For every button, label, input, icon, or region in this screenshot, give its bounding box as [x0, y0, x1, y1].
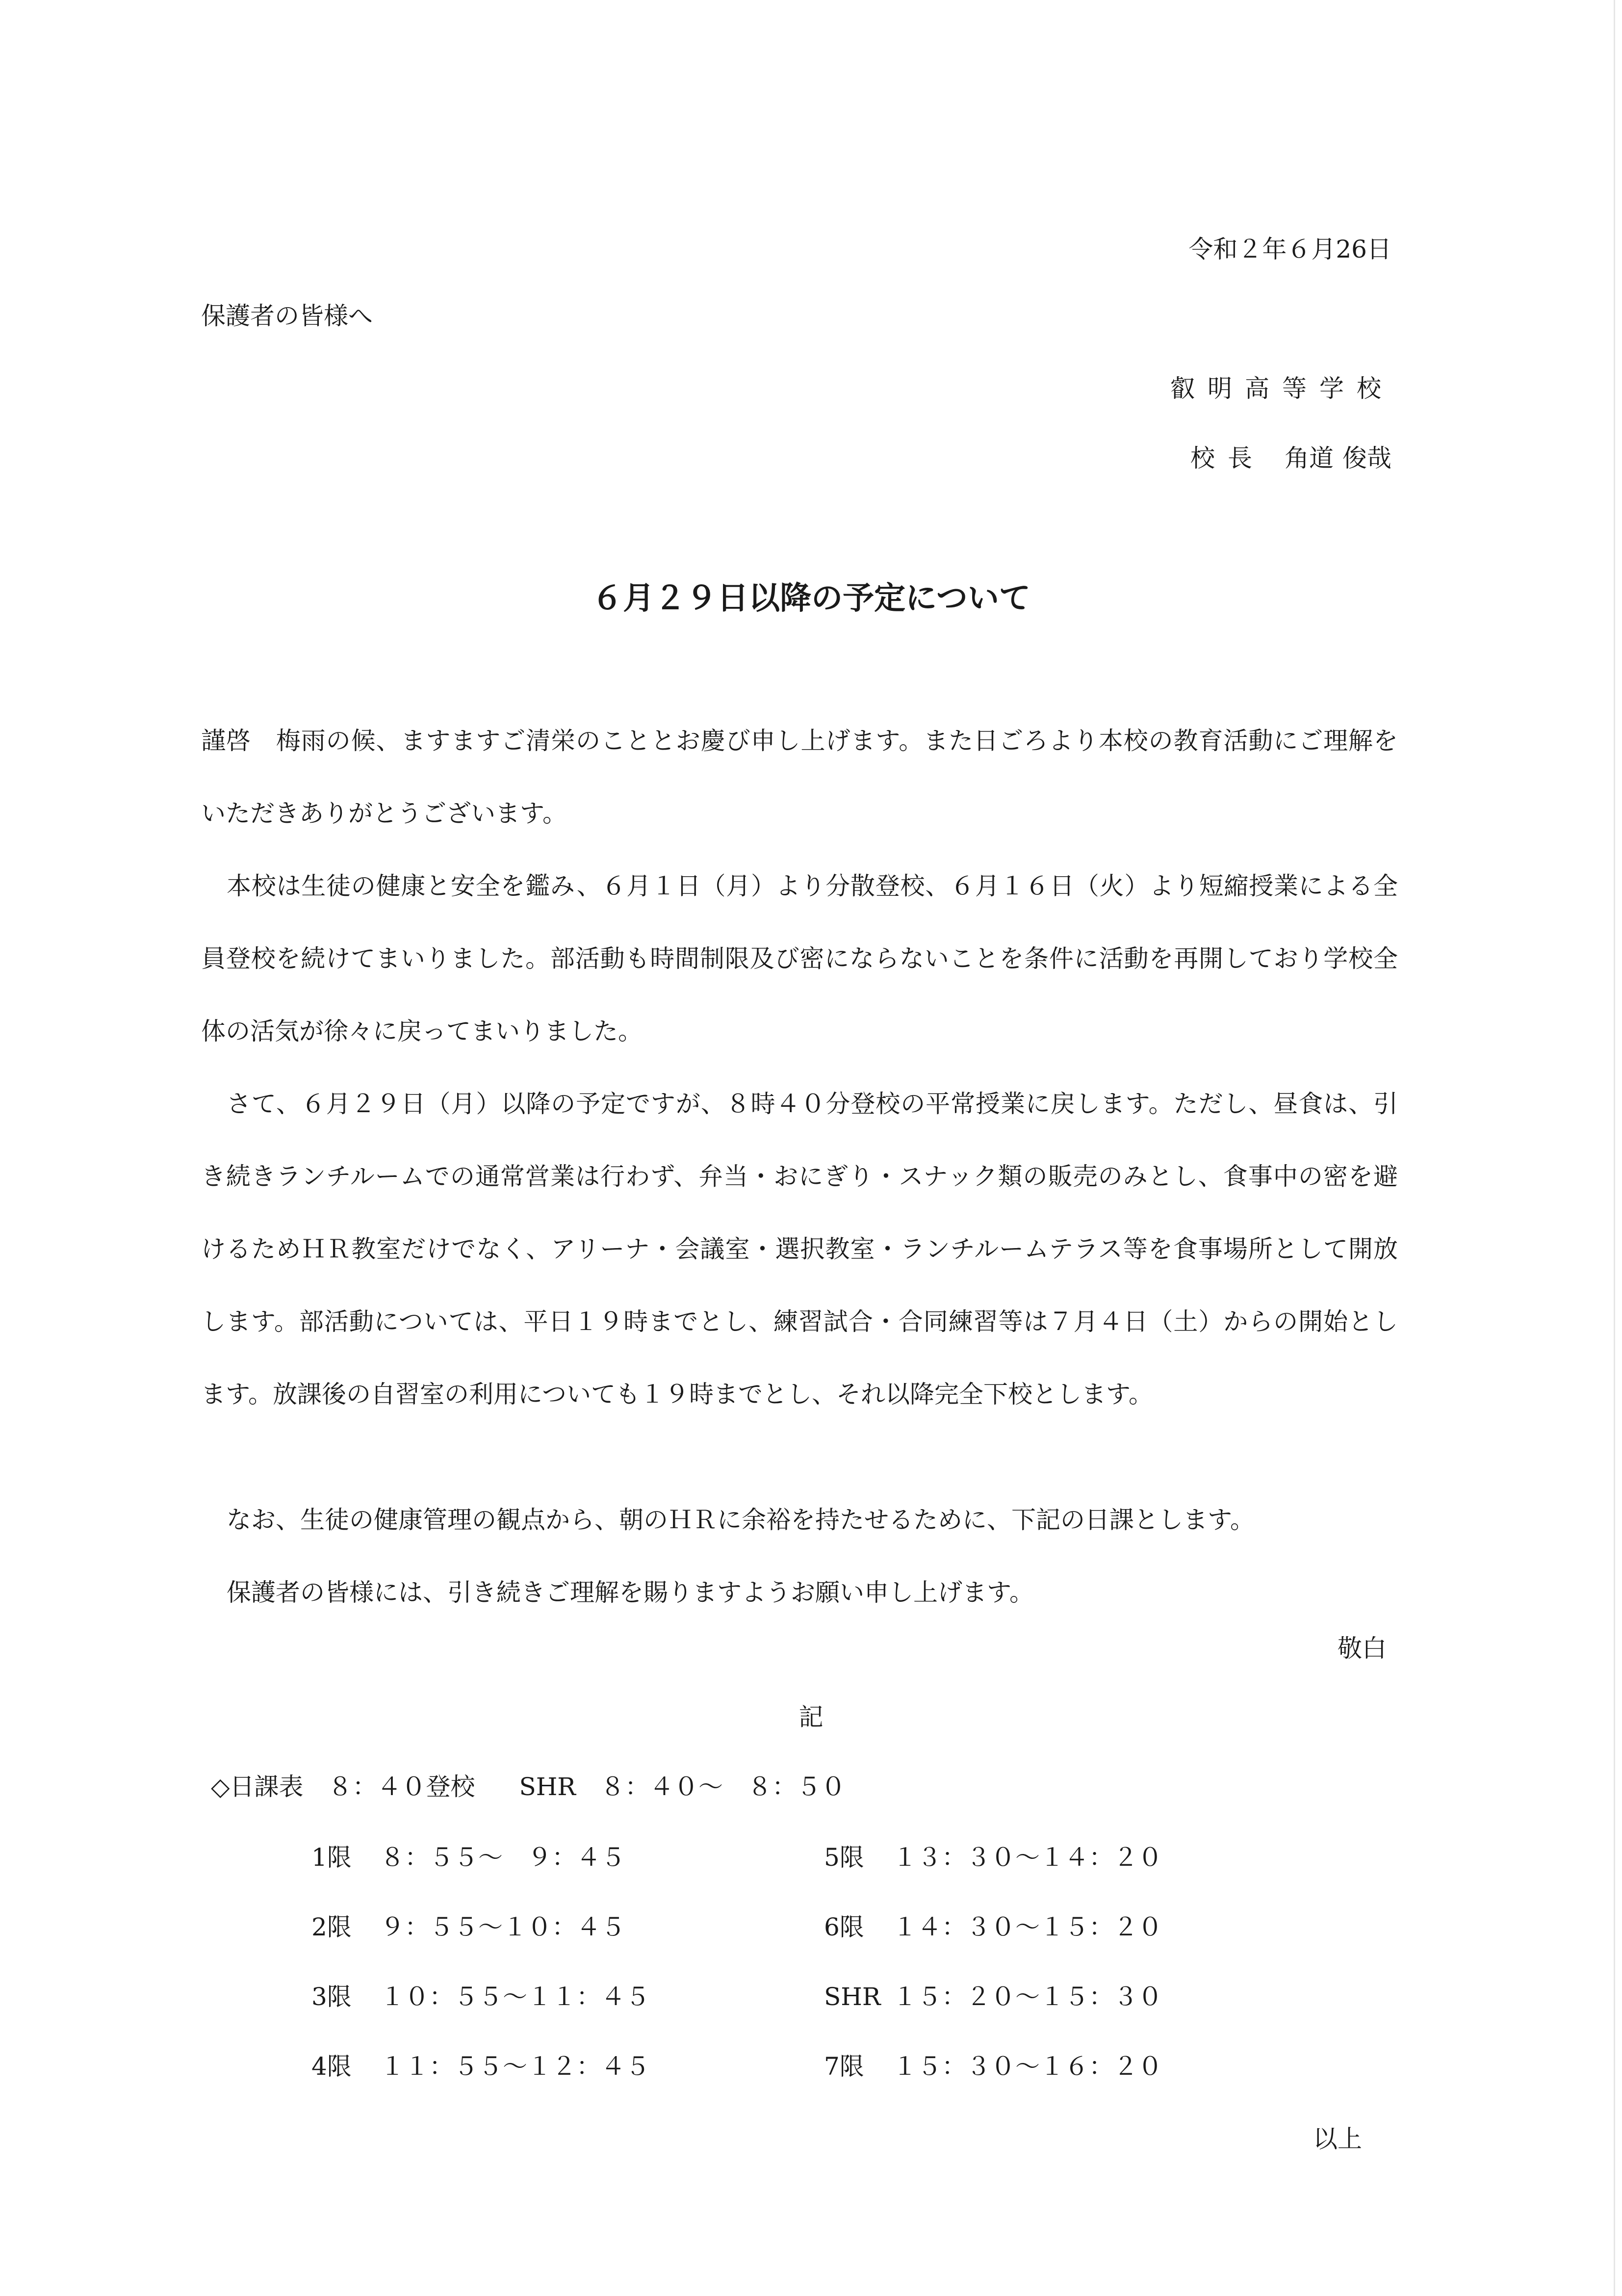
schedule-slot	[824, 1912, 1162, 1942]
period-label: 5限	[824, 1843, 864, 1872]
principal-role: 校長	[1190, 444, 1265, 472]
schedule-heading: ◇日課表	[211, 1773, 304, 1801]
recipient: 保護者の皆様へ	[201, 302, 373, 330]
paragraph-greeting: 謹啓 梅雨の候、ますますご清栄のこととお慶び申し上げます。また日ごろより本校の教育活動にご理解をいただきありがとうございます。	[201, 727, 1398, 828]
principal-signature	[1190, 444, 1391, 473]
period-time: ８：５５～ ９：４５	[380, 1843, 625, 1872]
schedule-slot	[311, 1912, 625, 1942]
ki-heading: 記	[798, 1703, 824, 1731]
period-label: 2限	[311, 1913, 352, 1941]
period-time: １５：３０～１６：２０	[893, 2052, 1162, 2081]
period-time: １３：３０～１４：２０	[893, 1843, 1162, 1872]
closing-word: 敬白	[1338, 1634, 1387, 1663]
period-label: SHR	[824, 1983, 881, 2011]
period-label: 4限	[311, 2052, 352, 2081]
period-label: 3限	[311, 1983, 352, 2011]
paragraph-schedule-details: さて、６月２９日（月）以降の予定ですが、８時４０分登校の平常授業に戻します。ただし、昼食は、引き続きランチルームでの通常営業は行わず、弁当・おにぎり・スナック類の販売のみとし、食事中の密を避けるためＨＲ教室だけでなく、アリーナ・会議室・選択教室・ランチルームテラス等を食事場所として開放します。部活動については、平日１９時までとし、練習試合・合同練習等は７月４日（土）からの開始とします。放課後の自習室の利用についても１９時までとし、それ以降完全下校とします。	[201, 1090, 1398, 1409]
period-time: １５：２０～１５：３０	[893, 1983, 1162, 2011]
schedule-slot	[824, 1982, 1162, 2011]
principal-given-name: 俊哉	[1342, 444, 1391, 472]
principal-family-name: 角道	[1285, 444, 1334, 472]
end-mark: 以上	[1313, 2125, 1362, 2153]
paragraph-background: 本校は生徒の健康と安全を鑑み、６月１日（月）より分散登校、６月１６日（火）より短縮授業による全員登校を続けてまいりました。部活動も時間制限及び密にならないことを条件に活動を再開しており学校全体の活気が徐々に戻ってまいりました。	[201, 872, 1398, 1045]
schedule-slot	[311, 1982, 650, 2011]
shr-label: SHR	[519, 1773, 576, 1801]
schedule-header	[211, 1772, 846, 1801]
document-title: ６月２９日以降の予定について	[592, 580, 1030, 617]
school-name: 叡明高等学校	[1170, 374, 1394, 403]
period-label: 6限	[824, 1913, 864, 1941]
period-time: １４：３０～１５：２０	[893, 1913, 1162, 1941]
period-time: ９：５５～１０：４５	[380, 1913, 625, 1941]
shr-time: ８：４０～ ８：５０	[600, 1773, 846, 1801]
period-time: １１：５５～１２：４５	[380, 2052, 650, 2081]
paragraph-daily-schedule-note: なお、生徒の健康管理の観点から、朝のＨＲに余裕を持たせるために、下記の日課とします。	[227, 1506, 1255, 1534]
schedule-slot	[824, 1843, 1162, 1872]
arrival-time: ８：４０登校	[328, 1773, 475, 1801]
paragraph-request: 保護者の皆様には、引き続きご理解を賜りますようお願い申し上げます。	[227, 1578, 1034, 1607]
period-label: 7限	[824, 2052, 864, 2081]
schedule-slot	[311, 1843, 625, 1872]
issue-date: 令和２年６月26日	[1188, 235, 1391, 263]
period-time: １０：５５～１１：４５	[380, 1983, 650, 2011]
period-label: 1限	[311, 1843, 352, 1872]
schedule-slot	[311, 2052, 650, 2081]
schedule-slot	[824, 2052, 1162, 2081]
scan-edge-shadow	[1614, 0, 1615, 2296]
